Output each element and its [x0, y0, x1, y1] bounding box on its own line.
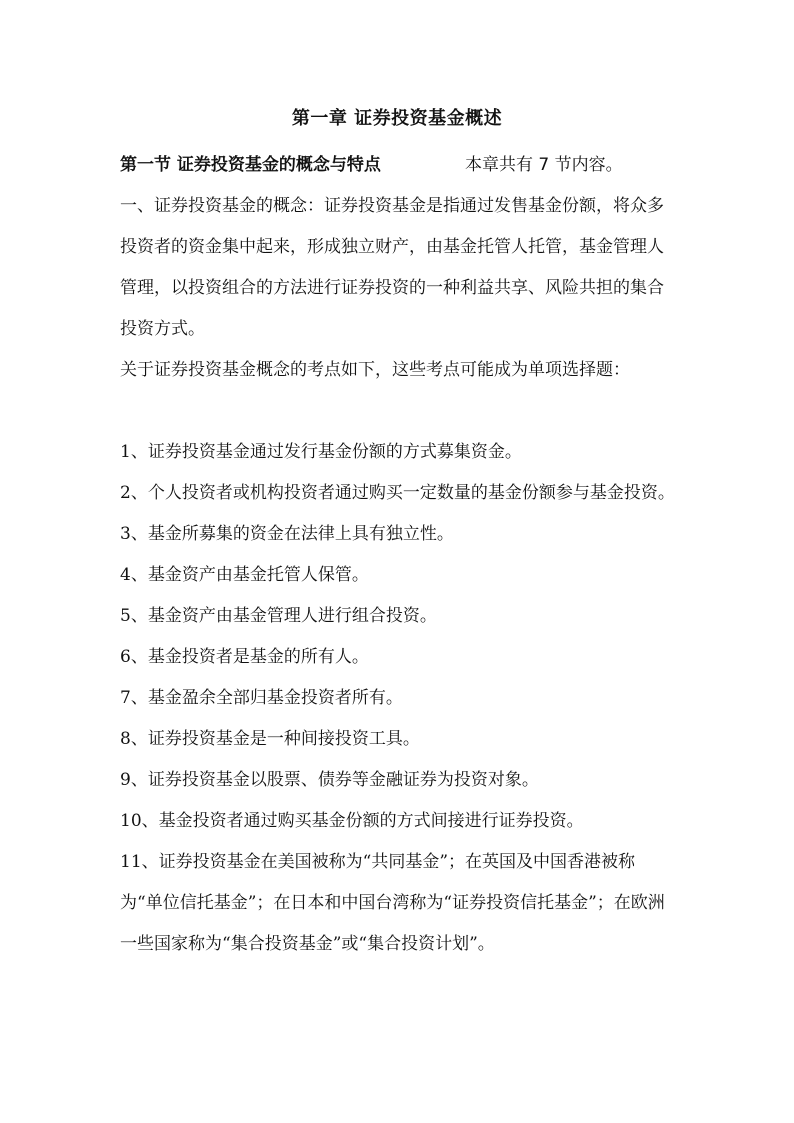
- point-item: 1、证券投资基金通过发行基金份额的方式募集资金。: [120, 442, 522, 462]
- exam-points-intro: 关于证券投资基金概念的考点如下，这些考点可能成为单项选择题：: [120, 360, 630, 380]
- point-item: 6、基金投资者是基金的所有人。: [120, 647, 369, 667]
- chapter-title: 第一章 证券投资基金概述: [291, 108, 503, 129]
- point-item: 8、证券投资基金是一种间接投资工具。: [120, 729, 420, 749]
- section-line: [120, 145, 677, 186]
- point-item: 10、基金投资者通过购买基金份额的方式间接进行证券投资。: [120, 811, 584, 831]
- point-item: 2、个人投资者或机构投资者通过购买一定数量的基金份额参与基金投资。: [120, 483, 675, 503]
- point-item: 7、基金盈余全部归基金投资者所有。: [120, 688, 403, 708]
- point-item: 11、证券投资基金在美国被称为“共同基金”；在英国及中国香港被称为“单位信托基金”；在日本和中国台湾称为“证券投资信托基金”；在欧洲一些国家称为“集合投资基金”或“集合投资计划”。: [120, 852, 665, 954]
- section-heading: 第一节 证券投资基金的概念与特点: [120, 155, 381, 175]
- document-body: [120, 145, 677, 965]
- point-item: 9、证券投资基金以股票、债券等金融证券为投资对象。: [120, 770, 539, 790]
- blank-line: [120, 391, 677, 432]
- point-item: 5、基金资产由基金管理人进行组合投资。: [120, 606, 437, 626]
- point-item: 3、基金所募集的资金在法律上具有独立性。: [120, 524, 454, 544]
- definition-paragraph: 一、证券投资基金的概念：证券投资基金是指通过发售基金份额，将众多投资者的资金集中起来，形成独立财产，由基金托管人托管，基金管理人管理，以投资组合的方法进行证券投资的一种利益共享、风险共担的集合投资方式。: [120, 196, 664, 339]
- point-item: 4、基金资产由基金托管人保管。: [120, 565, 369, 585]
- section-note: 本章共有 7 节内容。: [465, 155, 623, 175]
